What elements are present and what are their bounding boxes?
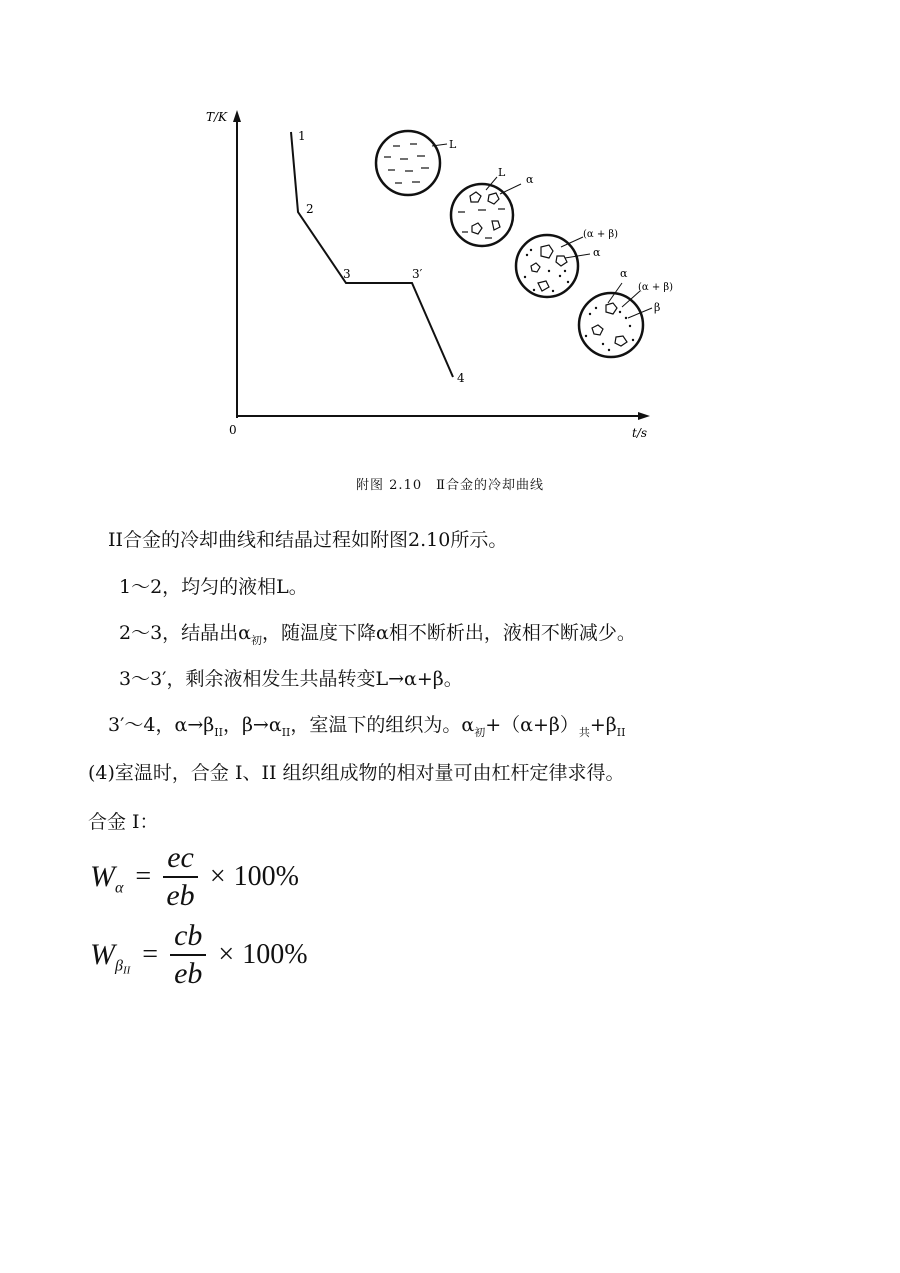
svg-text:α: α — [526, 173, 534, 186]
svg-text:(α + β): (α + β) — [638, 282, 674, 293]
point-label-2: 2 — [306, 202, 314, 216]
stage-2-3-line: 2～3，结晶出$\alpha_初$，随温度下降α相不断析出，液相不断减少。 — [119, 622, 636, 647]
svg-text:L: L — [449, 138, 457, 151]
svg-text:β: β — [654, 301, 661, 314]
x-axis-label: t/s — [632, 426, 648, 440]
microstructure-alpha-eutectic-betaII — [579, 267, 673, 357]
lever-rule-paragraph: (4)室温时，合金 I、II 组织组成物的相对量可由杠杆定律求得。 — [88, 762, 625, 784]
cooling-curve-figure — [0, 0, 900, 500]
point-label-1: 1 — [298, 129, 306, 143]
figure-caption: 附图 2.10 Ⅱ合金的冷却曲线 — [356, 478, 544, 493]
point-label-3: 3 — [343, 267, 351, 281]
formula-w-alpha: Wα = $\frac{ec}{eb}$ × 100% — [90, 841, 299, 912]
y-axis-label: T/K — [206, 110, 228, 124]
cooling-curve-diagram — [0, 0, 900, 500]
svg-text:α: α — [620, 267, 628, 280]
origin-label: 0 — [229, 423, 237, 437]
microstructure-liquid-alpha — [451, 166, 534, 246]
x-axis-arrow — [638, 412, 650, 420]
point-label-3prime: 3′ — [412, 267, 423, 281]
microstructure-alpha-eutectic — [516, 229, 618, 297]
stage-1-2-line: 1～2，均匀的液相L。 — [119, 576, 308, 598]
point-label-4: 4 — [457, 371, 465, 385]
intro-line: II合金的冷却曲线和结晶过程如附图2.10所示。 — [108, 529, 508, 551]
stage-3prime-4-line: 3′～4，$\alpha\to\beta_{II}$，$\beta\to\alpha_{II}$，室温下的组织为。$\alpha_初+(\alpha+\beta)_共+\beta_{II}$ — [108, 714, 626, 739]
svg-text:(α + β): (α + β) — [583, 229, 619, 240]
formula-w-beta-ii: $W\beta_{II}$ = $\frac{cb}{eb}$ × 100% — [90, 919, 308, 990]
cooling-curve — [291, 132, 453, 377]
y-axis-arrow — [233, 110, 241, 122]
stage-3-3prime-line: 3～3′，剩余液相发生共晶转变L→α+β。 — [119, 668, 463, 690]
svg-text:α: α — [593, 246, 601, 259]
svg-text:L: L — [498, 166, 506, 179]
alloy-i-heading: 合金 I： — [88, 811, 159, 833]
microstructure-liquid — [376, 131, 457, 195]
